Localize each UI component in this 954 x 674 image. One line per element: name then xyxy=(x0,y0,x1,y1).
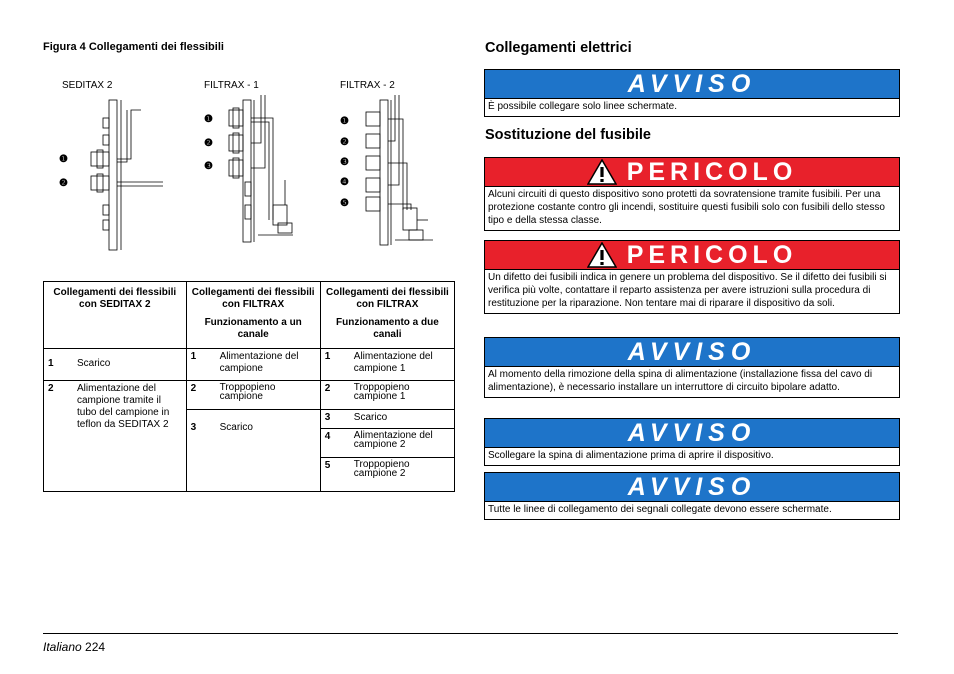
callout-filtrax2-4: ❹ xyxy=(340,177,349,188)
label-seditax2: SEDITAX 2 xyxy=(62,80,113,91)
table-row: 1 Alimentazione del campione xyxy=(187,349,320,381)
header-filtrax-two: Collegamenti dei flessibili con FILTRAX Funzionamento a due canali xyxy=(320,282,454,349)
page-footer xyxy=(43,640,105,654)
hose-connections-table xyxy=(43,281,455,492)
danger-banner: PERICOLO xyxy=(485,158,899,187)
callout-seditax-1: ❶ xyxy=(59,154,68,165)
table-row: 4 Alimentazione del campione 2 xyxy=(321,429,454,458)
callout-filtrax2-2: ❷ xyxy=(340,137,349,148)
notice-banner: AVVISO xyxy=(485,473,899,502)
table-row: 1 Alimentazione del campione 1 xyxy=(321,349,454,381)
label-filtrax1: FILTRAX - 1 xyxy=(204,80,259,91)
notice-box-4 xyxy=(484,472,900,520)
section-title-fuse: Sostituzione del fusibile xyxy=(485,127,651,143)
table-row: 2 Alimentazione del campione tramite il tubo del campione in teflon da SEDITAX 2 xyxy=(48,383,170,430)
callout-filtrax2-3: ❸ xyxy=(340,157,349,168)
section-title-electrical: Collegamenti elettrici xyxy=(485,40,632,56)
table-row: 3 Scarico xyxy=(190,422,253,433)
notice-banner: AVVISO xyxy=(485,419,899,448)
table-row: 1 Scarico xyxy=(44,349,186,381)
header-filtrax-one: Collegamenti dei flessibili con FILTRAX Funzionamento a un canale xyxy=(186,282,320,349)
danger-text: Un difetto dei fusibili indica in genere un problema del dispositivo. Se il difetto dei fusibili si verifica più volte, contattare il reparto assistenza per avere istruzioni sulla procedura di restituzione per la riparazione. Non tentare mai di riparare il dispositivo da soli. xyxy=(488,272,887,309)
hose-connection-diagram xyxy=(43,90,455,255)
callout-filtrax1-1: ❶ xyxy=(204,114,213,125)
footer-language: Italiano xyxy=(43,640,82,654)
header-seditax: Collegamenti dei flessibili con SEDITAX 2 xyxy=(44,282,187,349)
notice-box-3 xyxy=(484,418,900,466)
notice-text: È possibile collegare solo linee schermate. xyxy=(488,101,677,112)
callout-filtrax1-2: ❷ xyxy=(204,138,213,149)
footer-rule xyxy=(43,633,898,634)
table-row: 5 Troppopieno campione 2 xyxy=(324,459,410,479)
page-number: 224 xyxy=(85,640,106,654)
danger-box-2 xyxy=(484,240,900,314)
danger-box-1 xyxy=(484,157,900,231)
notice-box-2 xyxy=(484,337,900,398)
notice-text: Tutte le linee di collegamento dei segnali collegate devono essere schermate. xyxy=(488,504,832,515)
callout-filtrax1-3: ❸ xyxy=(204,161,213,172)
warning-triangle-icon xyxy=(587,242,617,268)
warning-triangle-icon xyxy=(587,159,617,185)
danger-banner: PERICOLO xyxy=(485,241,899,270)
callout-seditax-2: ❷ xyxy=(59,178,68,189)
label-filtrax2: FILTRAX - 2 xyxy=(340,80,395,91)
notice-text: Scollegare la spina di alimentazione prima di aprire il dispositivo. xyxy=(488,450,774,461)
table-row: 2 Troppopieno campione 1 xyxy=(321,381,454,410)
callout-filtrax2-5: ❺ xyxy=(340,198,349,209)
callout-filtrax2-1: ❶ xyxy=(340,116,349,127)
table-row: 3 Scarico xyxy=(321,410,454,429)
notice-banner: AVVISO xyxy=(485,338,899,367)
figure-caption: Figura 4 Collegamenti dei flessibili xyxy=(43,41,224,53)
notice-text: Al momento della rimozione della spina di alimentazione (installazione fissa del cavo di alimentazione), è necessario installare un interruttore di circuito bipolare adatto. xyxy=(488,369,873,393)
danger-text: Alcuni circuiti di questo dispositivo sono protetti da sovratensione tramite fusibili. Per una protezione costante contro gli incendi, sostituire questi fusibili solo con fusibili dello stesso tipo e della stessa classe. xyxy=(488,189,885,226)
notice-box-1 xyxy=(484,69,900,117)
notice-banner: AVVISO xyxy=(485,70,899,99)
table-row: 2 Troppopieno campione xyxy=(187,381,320,410)
